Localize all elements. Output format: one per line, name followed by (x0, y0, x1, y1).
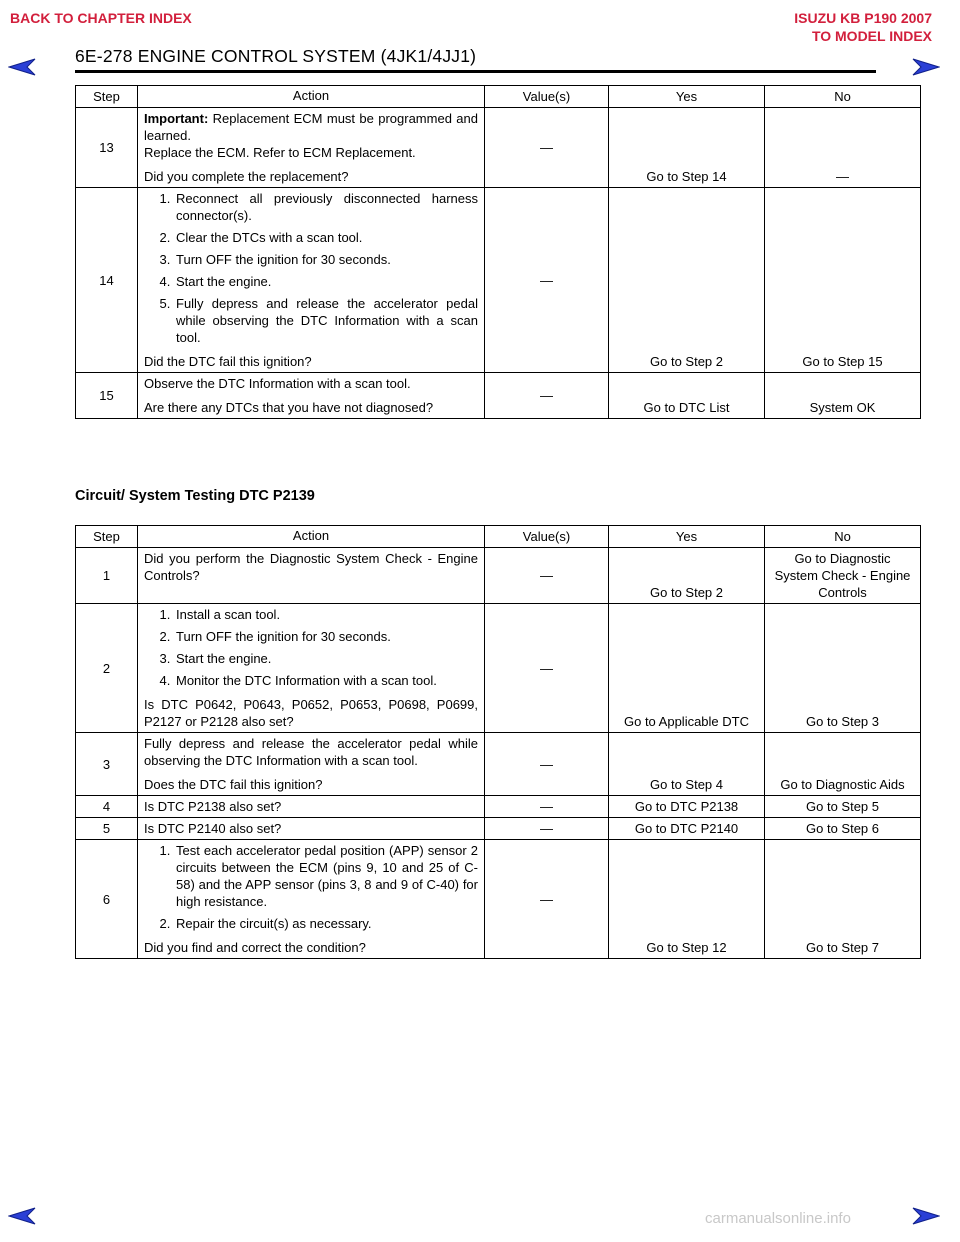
action-cell (138, 840, 485, 959)
important-note (144, 110, 478, 144)
table-row (76, 840, 921, 959)
yes-cell[interactable]: Go to Step 4 (609, 733, 765, 796)
action-text: Observe the DTC Information with a scan tool. (144, 376, 411, 391)
action-question: Does the DTC fail this ignition? (144, 777, 323, 792)
action-step: 1. Reconnect all previously disconnected harness connector(s). (174, 190, 478, 224)
action-step: 1. Install a scan tool. (174, 606, 478, 623)
action-steps-list (144, 842, 478, 932)
value-cell: — (485, 188, 609, 373)
action-step: 3. Turn OFF the ignition for 30 seconds. (174, 251, 478, 268)
value-cell: — (485, 818, 609, 840)
next-page-arrow-icon[interactable] (912, 58, 940, 76)
action-question: Is DTC P2138 also set? (144, 799, 282, 814)
table-row (76, 373, 921, 419)
action-text: Fully depress and release the accelerator pedal while observing the DTC Information with a scan tool. (144, 736, 478, 768)
value-cell: — (485, 796, 609, 818)
no-cell[interactable]: Go to Diagnostic System Check - Engine Controls (765, 548, 921, 604)
action-step: 3. Start the engine. (174, 650, 478, 667)
yes-cell[interactable]: Go to DTC P2140 (609, 818, 765, 840)
col-action: Action (138, 86, 485, 108)
prev-page-arrow-icon[interactable] (8, 1207, 36, 1225)
important-text: Replacement ECM must be programmed and learned. (144, 111, 478, 143)
to-model-index-link[interactable]: TO MODEL INDEX (811, 28, 932, 44)
action-cell (138, 108, 485, 188)
no-cell[interactable]: Go to Step 6 (765, 818, 921, 840)
action-step: 1. Test each accelerator pedal position (APP) sensor 2 circuits between the ECM (pins 9, 10 and 25 of C-58) and the APP sensor (pins 3, 8 and 9 of C-40) for high resistance. (174, 842, 478, 910)
yes-cell[interactable]: Go to DTC List (609, 373, 765, 419)
step-number: 3 (76, 733, 138, 796)
model-title-link[interactable]: ISUZU KB P190 2007 (794, 10, 932, 26)
diagnostic-table-continued (75, 85, 921, 419)
important-label: Important: (144, 111, 209, 126)
page-title: 6E-278 ENGINE CONTROL SYSTEM (4JK1/4JJ1) (75, 46, 477, 66)
action-step: 2. Repair the circuit(s) as necessary. (174, 915, 478, 932)
section-title: Circuit/ System Testing DTC P2139 (75, 488, 315, 504)
col-action: Action (138, 526, 485, 548)
next-page-arrow-icon[interactable] (912, 1207, 940, 1225)
no-cell: System OK (765, 373, 921, 419)
table-header-row (76, 526, 921, 548)
table-row (76, 108, 921, 188)
step-number: 14 (76, 188, 138, 373)
action-cell (138, 604, 485, 733)
table-row (76, 548, 921, 604)
col-step: Step (76, 86, 138, 108)
col-values: Value(s) (485, 526, 609, 548)
diagnostic-table-p2139 (75, 525, 921, 959)
action-question: Did you complete the replacement? (144, 169, 349, 184)
col-no: No (765, 526, 921, 548)
action-step: 4. Monitor the DTC Information with a scan tool. (174, 672, 478, 689)
action-question: Is DTC P0642, P0643, P0652, P0653, P0698, P0699, P2127 or P2128 also set? (144, 697, 478, 729)
action-cell (138, 373, 485, 419)
yes-cell[interactable]: Go to Step 2 (609, 548, 765, 604)
yes-cell[interactable]: Go to DTC P2138 (609, 796, 765, 818)
value-cell: — (485, 373, 609, 419)
table-row (76, 796, 921, 818)
action-step: 2. Clear the DTCs with a scan tool. (174, 229, 478, 246)
action-question: Are there any DTCs that you have not diagnosed? (144, 400, 434, 415)
step-number: 15 (76, 373, 138, 419)
step-number: 6 (76, 840, 138, 959)
value-cell: — (485, 108, 609, 188)
col-no: No (765, 86, 921, 108)
prev-page-arrow-icon[interactable] (8, 58, 36, 76)
table-row (76, 818, 921, 840)
yes-cell[interactable]: Go to Step 12 (609, 840, 765, 959)
table-row (76, 604, 921, 733)
action-cell (138, 733, 485, 796)
step-number: 2 (76, 604, 138, 733)
step-number: 13 (76, 108, 138, 188)
yes-cell[interactable]: Go to Step 14 (609, 108, 765, 188)
action-question: Did you find and correct the condition? (144, 940, 366, 955)
yes-cell[interactable]: Go to Step 2 (609, 188, 765, 373)
col-yes: Yes (609, 86, 765, 108)
table-row (76, 188, 921, 373)
step-number: 5 (76, 818, 138, 840)
action-step: 5. Fully depress and release the accelerator pedal while observing the DTC Information with a scan tool. (174, 295, 478, 346)
action-question: Did you perform the Diagnostic System Check - Engine Controls? (144, 551, 478, 583)
table-header-row (76, 86, 921, 108)
value-cell: — (485, 840, 609, 959)
action-text: Replace the ECM. Refer to ECM Replacement. (144, 145, 416, 160)
back-to-chapter-index-link[interactable]: BACK TO CHAPTER INDEX (10, 10, 192, 26)
value-cell: — (485, 604, 609, 733)
col-yes: Yes (609, 526, 765, 548)
col-step: Step (76, 526, 138, 548)
step-number: 4 (76, 796, 138, 818)
action-cell (138, 818, 485, 840)
action-step: 4. Start the engine. (174, 273, 478, 290)
action-cell (138, 796, 485, 818)
step-number: 1 (76, 548, 138, 604)
header-divider (75, 70, 876, 73)
value-cell: — (485, 733, 609, 796)
no-cell[interactable]: Go to Step 15 (765, 188, 921, 373)
action-steps-list (144, 606, 478, 689)
action-step: 2. Turn OFF the ignition for 30 seconds. (174, 628, 478, 645)
no-cell[interactable]: Go to Diagnostic Aids (765, 733, 921, 796)
table-row (76, 733, 921, 796)
col-values: Value(s) (485, 86, 609, 108)
value-cell: — (485, 548, 609, 604)
yes-cell[interactable]: Go to Applicable DTC (609, 604, 765, 733)
action-question: Did the DTC fail this ignition? (144, 354, 312, 369)
action-question: Is DTC P2140 also set? (144, 821, 282, 836)
no-cell[interactable]: Go to Step 5 (765, 796, 921, 818)
no-cell[interactable]: Go to Step 3 (765, 604, 921, 733)
action-cell (138, 548, 485, 604)
action-steps-list (144, 190, 478, 346)
no-cell: — (765, 108, 921, 188)
no-cell[interactable]: Go to Step 7 (765, 840, 921, 959)
action-cell (138, 188, 485, 373)
watermark: carmanualsonline.info (705, 1210, 851, 1227)
